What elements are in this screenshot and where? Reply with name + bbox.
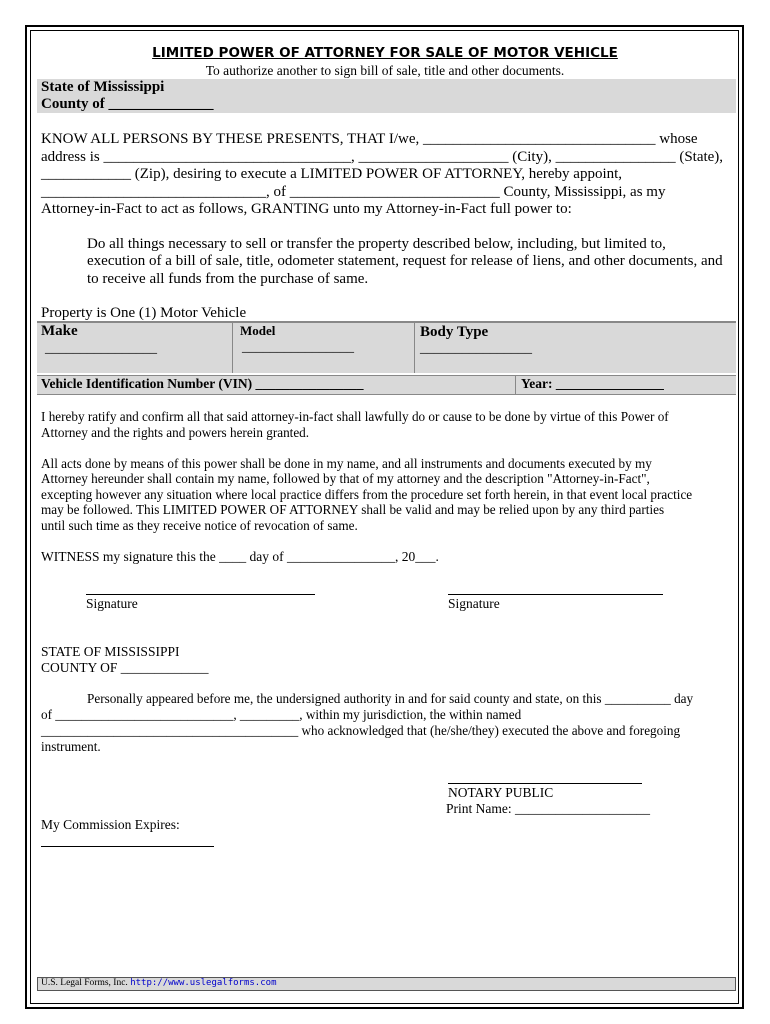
powers-line-1: Do all things necessary to sell or transfer the property described below, including, but limited to, bbox=[87, 236, 666, 252]
intro-line-2: address is _________________________________, ____________________ (City), ________________ (State), bbox=[41, 149, 724, 165]
commission-expires-label: My Commission Expires: bbox=[41, 817, 180, 832]
signature-line-left bbox=[86, 594, 315, 595]
commission-expires-line bbox=[41, 846, 214, 847]
signature-line-right bbox=[448, 594, 663, 595]
powers-line-3: to receive all funds from the purchase of same. bbox=[87, 271, 369, 287]
footer bbox=[41, 978, 277, 988]
body-type-label: Body Type bbox=[420, 324, 489, 340]
body-type-blank: ________________ bbox=[420, 341, 532, 356]
property-caption: Property is One (1) Motor Vehicle bbox=[41, 305, 247, 321]
ratify-line-1: I hereby ratify and confirm all that said attorney-in-fact shall lawfully do or cause to be done by virtue of this Power of bbox=[41, 409, 669, 424]
year-label: Year: ________________ bbox=[521, 376, 664, 391]
footer-company: U.S. Legal Forms, Inc. bbox=[41, 978, 128, 988]
witness-line: WITNESS my signature this the ____ day of ________________, 20___. bbox=[41, 549, 439, 564]
model-blank: ________________ bbox=[242, 340, 354, 355]
notary-line-1: Personally appeared before me, the undersigned authority in and for said county and state, on this __________ day bbox=[87, 691, 694, 706]
notary-state: STATE OF MISSISSIPPI bbox=[41, 644, 180, 659]
footer-link[interactable]: http://www.uslegalforms.com bbox=[130, 978, 277, 988]
county-label: County of ______________ bbox=[41, 96, 214, 112]
signature-label-left: Signature bbox=[86, 596, 138, 611]
acts-line-5: until such time as they receive notice of revocation of same. bbox=[41, 518, 358, 533]
make-label: Make bbox=[41, 323, 78, 339]
document-subtitle: To authorize another to sign bill of sale, title and other documents. bbox=[205, 63, 565, 78]
intro-line-1: KNOW ALL PERSONS BY THESE PRESENTS, THAT I/we, _______________________________ whose bbox=[41, 131, 698, 147]
state-label: State of Mississippi bbox=[41, 79, 165, 95]
vehicle-table-divider bbox=[414, 323, 415, 373]
notary-line-4: instrument. bbox=[41, 739, 101, 754]
vin-row-divider bbox=[515, 376, 516, 394]
vehicle-table-divider bbox=[232, 323, 233, 373]
acts-line-3: excepting however any situation where local practice differs from the procedure set forth herein, in that event local practice bbox=[41, 487, 693, 502]
intro-line-3: ____________ (Zip), desiring to execute a LIMITED POWER OF ATTORNEY, hereby appoint, bbox=[41, 166, 623, 182]
notary-signature-line bbox=[448, 783, 642, 784]
document-title: LIMITED POWER OF ATTORNEY FOR SALE OF MOTOR VEHICLE bbox=[152, 45, 618, 61]
acts-line-1: All acts done by means of this power shall be done in my name, and all instruments and documents executed by my bbox=[41, 456, 652, 471]
notary-line-2: of ___________________________, _________, within my jurisdiction, the within named bbox=[41, 707, 522, 722]
ratify-line-2: Attorney and the rights and powers herein granted. bbox=[41, 425, 310, 440]
notary-public-label: NOTARY PUBLIC bbox=[448, 785, 554, 800]
notary-county: COUNTY OF _____________ bbox=[41, 660, 209, 675]
acts-line-2: Attorney hereunder shall contain my name, followed by that of my attorney and the description "Attorney-in-Fact", bbox=[41, 471, 650, 486]
notary-print-name: Print Name: ____________________ bbox=[446, 801, 650, 816]
powers-line-2: execution of a bill of sale, title, odometer statement, request for release of liens, and other documents, and bbox=[87, 253, 723, 269]
model-label: Model bbox=[240, 323, 276, 338]
intro-line-4: ______________________________, of ____________________________ County, Mississippi, as my bbox=[41, 184, 666, 200]
notary-line-3: _______________________________________ who acknowledged that (he/she/they) executed the above and foregoing bbox=[41, 723, 681, 738]
make-blank: ________________ bbox=[45, 341, 157, 356]
intro-line-5: Attorney-in-Fact to act as follows, GRANTING unto my Attorney-in-Fact full power to: bbox=[41, 201, 572, 217]
vin-label: Vehicle Identification Number (VIN) ________________ bbox=[41, 376, 364, 391]
acts-line-4: may be followed. This LIMITED POWER OF ATTORNEY shall be valid and may be relied upon by any third parties bbox=[41, 502, 665, 517]
signature-label-right: Signature bbox=[448, 596, 500, 611]
